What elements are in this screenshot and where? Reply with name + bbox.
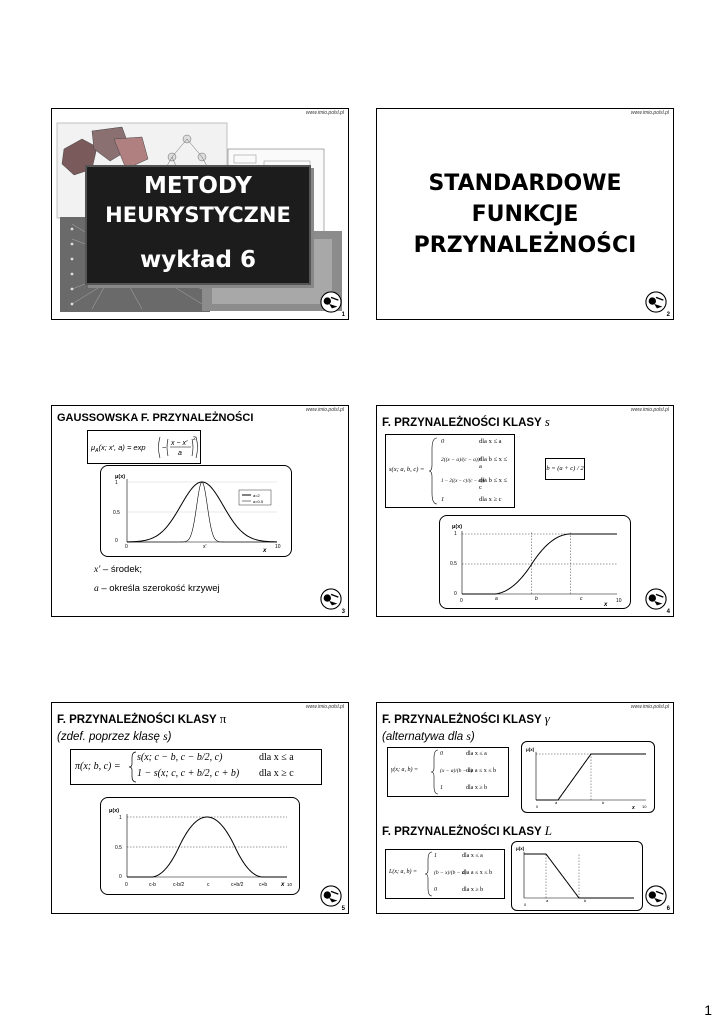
slide-5 — [51, 702, 349, 914]
x-tick: c+b — [259, 882, 268, 888]
y-tick: 0.5 — [450, 561, 457, 567]
legend-entry: a=0.5 — [253, 499, 264, 504]
desc-symbol: x′ — [94, 565, 101, 575]
lecture-subtitle: wykład 6 — [139, 247, 257, 273]
title-text: F. PRZYNALEŻNOŚCI KLASY — [57, 714, 220, 726]
class-symbol: π — [219, 711, 227, 726]
l-chart — [511, 841, 643, 911]
pi-function-definition — [70, 749, 322, 785]
logo-icon — [320, 588, 342, 610]
s-plot-svg — [440, 516, 630, 608]
logo-icon — [645, 588, 667, 610]
slide-url: www.imio.polsl.pl — [630, 704, 669, 710]
x-tick: 10 — [616, 598, 622, 604]
gamma-title — [382, 711, 550, 727]
case-row: 0 dla x ≤ a — [440, 751, 487, 757]
y-axis-label: μ(x) — [109, 808, 120, 814]
slide-number: 5 — [341, 906, 345, 912]
title-line-2: HEURYSTYCZNE — [105, 203, 291, 227]
x-tick: 10 — [287, 882, 293, 887]
s-curve — [462, 534, 617, 594]
svg-text:2: 2 — [193, 436, 196, 442]
svg-text:−: − — [162, 443, 167, 452]
x-tick: a — [495, 596, 498, 602]
x-tick: x' — [203, 544, 207, 550]
case-row: 0 dla x ≤ a — [441, 438, 502, 445]
svg-text:μA(x; x′, a) = exp: $\mu_A(x$; x′, a) = exp — [91, 443, 146, 454]
slide-subtitle: (alternatywa dla s) — [382, 731, 475, 743]
heading-line-3: PRZYNALEŻNOŚCI — [413, 233, 637, 258]
slide-number: 3 — [341, 609, 345, 615]
gamma-plot-svg — [522, 742, 654, 812]
slide-number: 6 — [666, 906, 670, 912]
svg-text:a: a — [178, 450, 182, 457]
x-tick: a — [546, 898, 549, 903]
slide-number: 2 — [666, 312, 670, 318]
desc-text: – środek; — [100, 564, 143, 575]
x-tick: a — [555, 800, 558, 805]
s-lhs: s(x; a, b, c) = — [389, 466, 425, 473]
x-tick: b — [584, 898, 587, 903]
slide-url: www.imio.polsl.pl — [305, 704, 344, 710]
slide-url: www.imio.polsl.pl — [630, 407, 669, 413]
x-tick: 0 — [460, 598, 463, 604]
x-tick: b — [602, 800, 605, 805]
case-row: 0 dla x ≥ b — [434, 887, 484, 893]
slide-1 — [51, 108, 349, 320]
slide-title — [382, 414, 550, 430]
pi-lhs: π(x; b, c) = — [75, 761, 121, 772]
desc-width — [94, 583, 220, 594]
gamma-chart — [521, 741, 655, 813]
slide-2 — [376, 108, 674, 320]
case-row: 1 dla x ≥ b — [440, 785, 488, 791]
x-axis-label: x — [263, 548, 267, 554]
heading-line-2: FUNKCJE — [471, 202, 579, 227]
y-tick: 0.5 — [113, 510, 120, 516]
slide-url: www.imio.polsl.pl — [305, 407, 344, 413]
logo-icon — [645, 291, 667, 313]
x-tick: c — [580, 596, 583, 602]
desc-center — [94, 564, 142, 575]
x-tick: b — [535, 596, 538, 602]
slide-number: 4 — [666, 609, 670, 615]
pi-plot-svg — [101, 798, 299, 894]
x-tick: c-b/2 — [173, 882, 185, 888]
l-plot-svg — [512, 842, 642, 910]
l-definition: L(x; a, b) = 1 dla x ≤ a (b − x)/(b − a) dla a ≤ x ≤ b 0 dla x ≥ b — [385, 849, 505, 899]
pi-chart — [100, 797, 300, 895]
gauss-chart — [100, 465, 292, 557]
y-axis-label: μ(x) — [115, 474, 126, 480]
case-row: s(x; c − b, c − b/2, c) dla x ≤ a — [137, 752, 294, 763]
slide-3 — [51, 405, 349, 617]
logo-icon — [320, 291, 342, 313]
x-tick: 0 — [125, 544, 128, 550]
gauss-plot-svg — [101, 466, 291, 556]
slide-number: 1 — [341, 312, 345, 318]
desc-symbol: a — [94, 584, 99, 594]
x-axis-label: x — [604, 602, 608, 608]
title-text: F. PRZYNALEŻNOŚCI KLASY — [382, 417, 545, 429]
slide-url: www.imio.polsl.pl — [630, 110, 669, 116]
gauss-formula — [87, 430, 201, 464]
logo-icon — [320, 885, 342, 907]
case-row: (x − a)/(b − a) dla a ≤ x ≤ b — [440, 768, 497, 774]
slide-url: www.imio.polsl.pl — [305, 110, 344, 116]
y-axis-label: μ(x) — [526, 747, 535, 752]
svg-text:x − x′: x − x′ — [171, 440, 188, 447]
heading-line-1: STANDARDOWE — [428, 171, 622, 196]
y-tick: 0.5 — [115, 845, 122, 851]
x-tick: c — [207, 882, 210, 888]
l-title — [382, 823, 552, 839]
x-tick: 10 — [275, 544, 281, 550]
x-tick: 0 — [536, 804, 539, 809]
slide-6 — [376, 702, 674, 914]
title-box — [85, 165, 311, 285]
logo-icon — [645, 885, 667, 907]
case-row: 1 dla x ≥ c — [441, 496, 502, 503]
gamma-definition: γ(x; a, b) = 0 dla x ≤ a (x − a)/(b − a) dla a ≤ x ≤ b 1 dla x ≥ b — [387, 747, 509, 797]
y-axis-label: μ(x) — [516, 846, 525, 851]
y-tick: 1 — [119, 815, 122, 821]
title-text: F. PRZYNALEŻNOŚCI KLASY — [382, 714, 545, 726]
case-row: 1 − 2((x − c)/(c − a))² dla b ≤ x ≤ c — [441, 477, 508, 491]
legend-entry: a=2 — [253, 493, 260, 498]
case-row: (b − x)/(b − a) dla a ≤ x ≤ b — [434, 870, 493, 876]
y-tick: 1 — [115, 480, 118, 486]
x-tick: 10 — [642, 804, 647, 809]
y-tick: 0 — [119, 874, 122, 880]
case-row: 1 − s(x; c, c + b/2, c + b) dla x ≥ c — [137, 768, 294, 779]
case-row: 2((x − a)/(c − a))² dla b ≤ x ≤ a — [441, 456, 508, 470]
page-number: 1 — [704, 1002, 712, 1018]
x-tick: c+b/2 — [231, 882, 244, 888]
x-tick: c-b — [149, 882, 156, 888]
title-line-1: METODY — [144, 173, 252, 199]
slide-4 — [376, 405, 674, 617]
class-symbol: L — [544, 823, 552, 838]
x-tick: 0 — [524, 902, 527, 907]
class-symbol: s — [544, 414, 550, 429]
y-tick: 0 — [115, 538, 118, 544]
case-row: 1 dla x ≤ a — [434, 853, 483, 859]
x-axis-label: x — [281, 882, 285, 888]
s-chart — [439, 515, 631, 609]
desc-text: – określa szerokość krzywej — [98, 583, 220, 594]
slide-title: GAUSSOWSKA F. PRZYNALEŻNOŚCI — [57, 412, 254, 424]
y-tick: 1 — [454, 531, 457, 537]
class-symbol: γ — [544, 711, 550, 726]
x-tick: 0 — [125, 882, 128, 888]
title-text: F. PRZYNALEŻNOŚCI KLASY — [382, 826, 545, 838]
s-function-definition — [385, 434, 515, 508]
b-definition: b = (a + c) / 2 — [545, 458, 585, 480]
slide-subtitle: (zdef. poprzez klasę s) — [57, 731, 172, 743]
slide-title — [57, 711, 226, 727]
x-axis-label: x — [632, 805, 635, 811]
y-tick: 0 — [454, 591, 457, 597]
y-axis-label: μ(x) — [452, 524, 463, 530]
